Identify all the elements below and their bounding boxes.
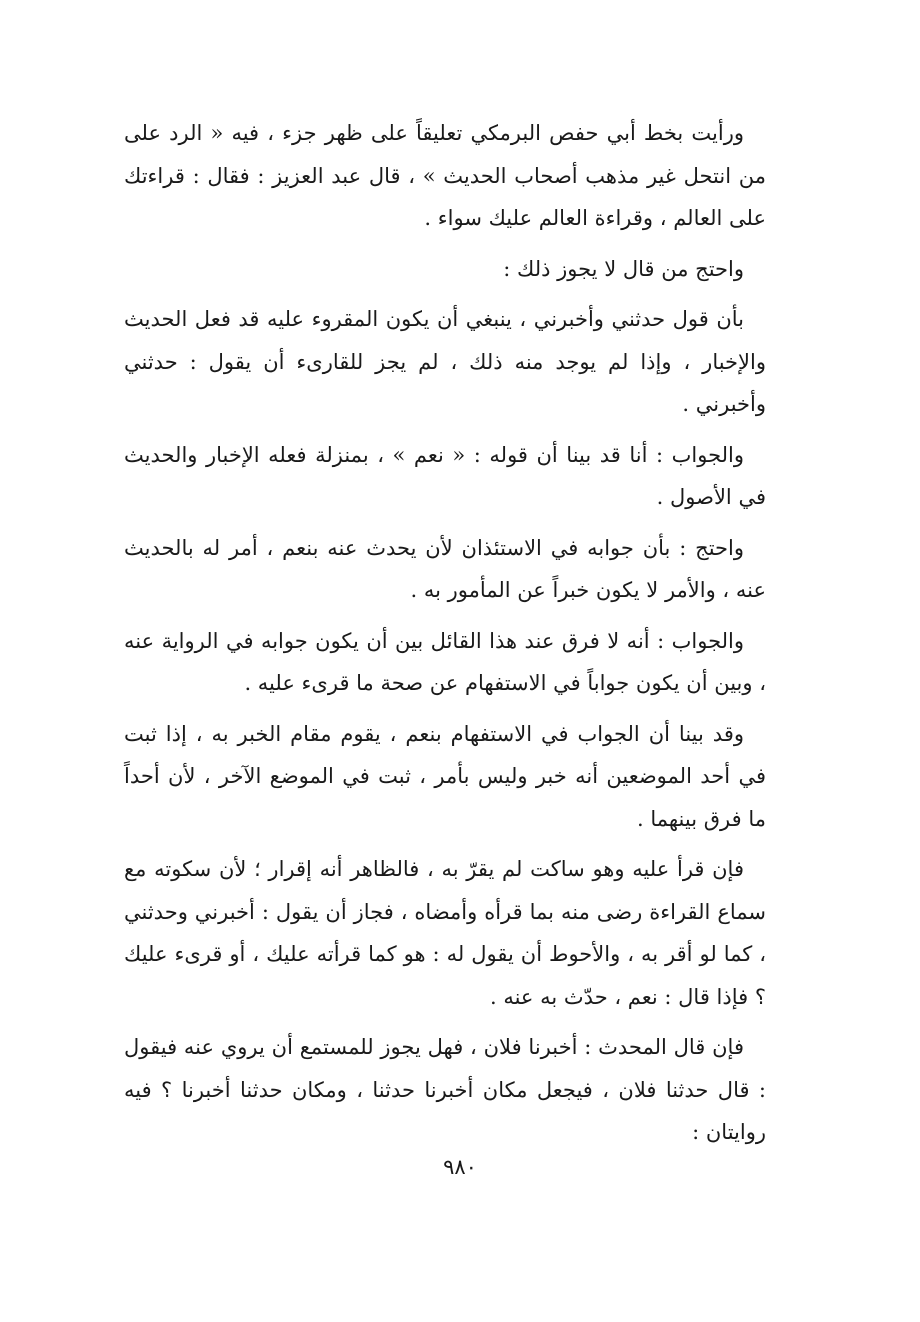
page-number: ٩٨٠ (443, 1155, 477, 1179)
paragraph-7: وقد بينا أن الجواب في الاستفهام بنعم ، يقوم مقام الخبر به ، إذا ثبت في أحد الموضعين أنه خبر وليس بأمر ، ثبت في الموضع الآخر ، لأن أحداً ما فرق بينهما . (124, 721, 766, 831)
paragraph-1: ورأيت بخط أبي حفص البرمكي تعليقاً على ظهر جزء ، فيه « الرد على من انتحل غير مذهب أصحاب الحديث » ، قال عبد العزيز : فقال : قراءتك على العالم ، وقراءة العالم عليك سواء . (124, 121, 766, 230)
paragraph-8: فإن قرأ عليه وهو ساكت لم يقرّ به ، فالظاهر أنه إقرار ؛ لأن سكوته مع سماع القراءة رضى منه بما قرأه وأمضاه ، فجاز أن يقول : أخبرني وحدثني ، كما لو أقر به ، والأحوط أن يقول له : هو كما قرأته عليك ، أو قرىء عليك ؟ فإذا قال : نعم ، حدّث به عنه . (124, 857, 766, 1009)
paragraph-3: بأن قول حدثني وأخبرني ، ينبغي أن يكون المقروء عليه قد فعل الحديث والإخبار ، وإذا لم يوجد منه ذلك ، لم يجز للقارىء أن يقول : حدثني وأخبرني . (124, 307, 766, 416)
paragraph-9: فإن قال المحدث : أخبرنا فلان ، فهل يجوز للمستمع أن يروي عنه فيقول : قال حدثنا فلان ، فيجعل مكان أخبرنا حدثنا ، ومكان حدثنا أخبرنا ؟ فيه روايتان : (124, 1035, 766, 1144)
paragraph-6: والجواب : أنه لا فرق عند هذا القائل بين أن يكون جوابه في الرواية عنه ، وبين أن يكون جواباً في الاستفهام عن صحة ما قرىء عليه . (124, 628, 766, 695)
page-body-text (124, 112, 766, 1162)
paragraph-2: واحتج من قال لا يجوز ذلك : (503, 256, 744, 281)
paragraph-5: واحتج : بأن جوابه في الاستئذان لأن يحدث عنه بنعم ، أمر له بالحديث عنه ، والأمر لا يكون خبراً عن المأمور به . (124, 535, 766, 602)
paragraph-4: والجواب : أنا قد بينا أن قوله : « نعم » ، بمنزلة فعله الإخبار والحديث في الأصول . (124, 442, 766, 509)
